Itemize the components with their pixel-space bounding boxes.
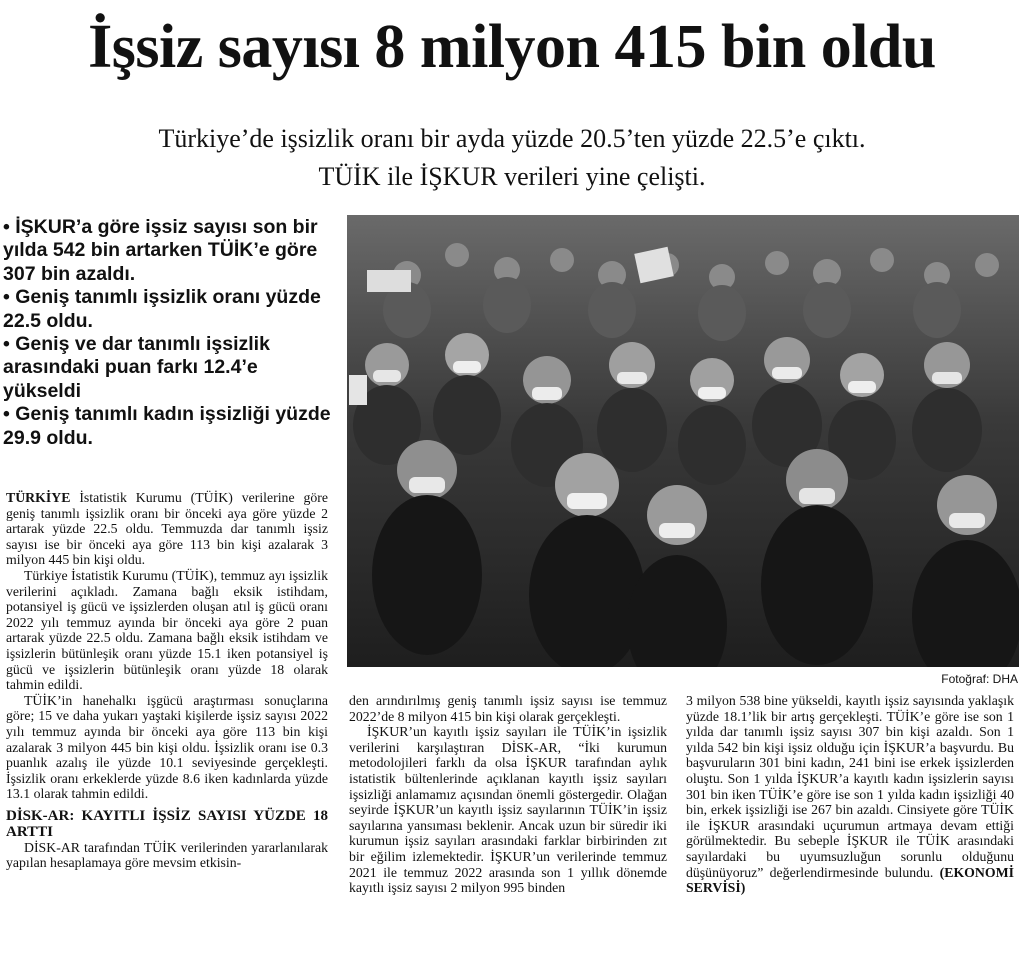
- paragraph-text: İstatistik Kurumu (TÜİK) verilerine göre geniş tanımlı işsizlik oranı bir önceki aya göre yüzde 2 artarak yüzde 22.5 oldu. Temmuzda dar tanımlı işsiz sayısı ise bir önceki aya göre 113 bin kişi azalarak 3 milyon 445 bin kişi oldu.: [6, 490, 328, 568]
- bullet-item: • Geniş ve dar tanımlı işsizlik arasındaki puan farkı 12.4’e yükseldi: [3, 333, 270, 402]
- byline: (EKONOMİ SERVİSİ): [686, 864, 1014, 896]
- subheadline-line-2: TÜİK ile İŞKUR verileri yine çelişti.: [318, 162, 706, 191]
- section-subtitle: DİSK-AR: KAYITLI İŞSİZ SAYISI YÜZDE 18 ARTTI: [6, 807, 328, 840]
- bullet-item: • İŞKUR’a göre işsiz sayısı son bir yılda 542 bin artarken TÜİK’e göre 307 bin azaldı.: [3, 216, 318, 285]
- kicker: TÜRKİYE: [6, 490, 71, 505]
- article-column-2: [349, 693, 667, 896]
- paragraph: den arındırılmış geniş tanımlı işsiz sayısı ise temmuz 2022’de 8 milyon 415 bin kişi olarak gerçekleşti.: [349, 693, 667, 724]
- bullet-item: • Geniş tanımlı kadın işsizliği yüzde 29.9 oldu.: [3, 403, 331, 449]
- paragraph: [686, 693, 1014, 896]
- paragraph: TÜİK’in hanehalkı işgücü araştırması sonuçlarına göre; 15 ve daha yukarı yaştaki kişilerde işsiz sayısı 2022 yılı temmuz ayında bir önceki aya göre 113 bin kişi azalarak 3 milyon 445 bin kişi oldu. İşsizlik oranı ise 0.3 puanlık azalış ile yüzde 10.1 seviyesinde gerçekleşti. İşsizlik oranı erkeklerde yüzde 8.6 iken kadınlarda yüzde 13.1 olarak tahmin edildi.: [6, 692, 328, 802]
- crowd-photo: [347, 215, 1019, 667]
- paragraph: Türkiye İstatistik Kurumu (TÜİK), temmuz ayı işsizlik verilerini açıkladı. Zamana bağlı eksik istihdam, potansiyel iş gücü ve işsizlerden oluşan atıl iş gücü oranı 2022 yılı temmuz ayında bir önceki aya göre 2 puan artarak yüzde 22.5 oldu. Zamana bağlı eksik istihdam ve işsizlerin bütünleşik oranı yüzde 15.1 iken potansiyel iş gücü ve işsizlerin bütünleşik oranı yüzde 18 olarak tahmin edildi.: [6, 567, 328, 693]
- photo-credit: Fotoğraf: DHA: [941, 672, 1018, 686]
- bullet-item: • Geniş tanımlı işsizlik oranı yüzde 22.5 oldu.: [3, 286, 321, 332]
- article-column-1: [6, 490, 328, 871]
- subheadline-line-1: Türkiye’de işsizlik oranı bir ayda yüzde 20.5’ten yüzde 22.5’e çıktı.: [158, 124, 866, 153]
- highlight-bullets: [3, 216, 341, 450]
- crowd-photo-illustration: [347, 215, 1019, 667]
- article-column-3: [686, 693, 1014, 896]
- paragraph: DİSK-AR tarafından TÜİK verilerinden yararlanılarak yapılan hesaplamaya göre mevsim etkisin-: [6, 839, 328, 871]
- headline: İşsiz sayısı 8 milyon 415 bin oldu: [88, 13, 936, 81]
- subheadline: [20, 120, 1004, 196]
- paragraph: [6, 490, 328, 568]
- paragraph-text: 3 milyon 538 bine yükseldi, kayıtlı işsiz sayısında yaklaşık yüzde 18.1’lik bir artış gerçekleşti. TÜİK’e göre ise son 1 yılda dar tanımlı işsiz sayısı 307 bin kişi azaldı. Son 1 yılda 542 bin kişi işsiz olduğu için İŞKUR’a başvurdu. Bu başvuruların 301 bini kadın, 241 bini ise erkek işsizlerden oluştu. Son 1 yılda İŞKUR’a kayıtlı kadın işsizlerin sayısı 301 bin iken TÜİK’e göre ise son 1 yılda kadın işsizliği 40 bin, erkek işsizliği ise 267 bin azaldı. Cinsiyete göre TÜİK ile İŞKUR arasındaki uçurumun artmaya devam ettiği görülmektedir. Bu sebeple İŞKUR ile TÜİK arasındaki sayılardaki bu uyumsuzluğun sorunlu olduğunu düşünüyoruz” değerlendirmesinde bulundu.: [686, 693, 1014, 880]
- paragraph: İŞKUR’un kayıtlı işsiz sayıları ile TÜİK’in işsizlik verilerini karşılaştıran DİSK-AR, “İki kurumun metodolojileri farklı da olsa İŞKUR tarafından aylık istatistik bültenlerinde açıklanan kayıtlı işsiz sayıları işsizliği anlamamız açısından önemli göstergedir. Olağan seyirde İŞKUR’un kayıtlı işsiz sayılarının TÜİK’in işsiz sayılarına yansıması beklenir. Ancak uzun bir süredir iki kurumun işsiz sayıları arasındaki farklar birbirinden zıt bir eğilim izlemektedir. İŞKUR’un verilerinde temmuz 2021 ile temmuz 2022 arasında son 1 yıllık dönemde kayıtlı işsiz sayısı 2 milyon 995 binden: [349, 724, 667, 896]
